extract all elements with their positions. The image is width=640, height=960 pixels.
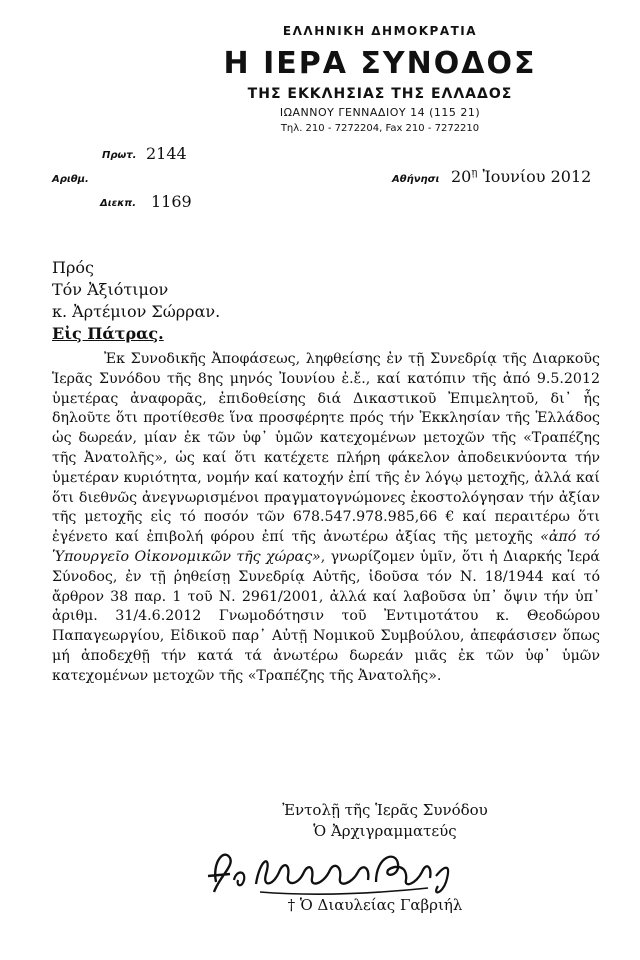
protocol-label: Πρωτ. (102, 150, 137, 161)
body-part-1: Ἐκ Συνοδικῆς Ἀποφάσεως, ληφθείσης ἐν τῇ Συνεδρίᾳ τῆς Διαρκοῦς Ἱερᾶς Συνόδου τῆς 8ης μηνός Ἰουνίου ἐ.ἔ., καί κατόπιν τῆς ἀπό 9.5.2012 ὑμετέρας ἀναφορᾶς, ἐπιδοθείσης διά Δικαστικοῦ Ἐπιμελητοῦ, δι᾽ ἧς δηλοῦτε ὅτι προτίθεσθε ἵνα προσφέρητε πρός τήν Ἐκκλησίαν τῆς Ἑλλάδος ὡς δωρεάν, μίαν ἐκ τῶν ὑφ᾽ ὑμῶν κατεχομένων μετοχῶν τῆς «Τραπέζης τῆς Ἀνατολῆς», ὡς καί ὅτι κατέχετε πλήρη φάκελον ἀποδεικνύοντα τήν ὑμετέραν κυριότητα, νομήν καί κατοχήν ἐπί τῆς ἐν λόγῳ μετοχῆς, ἀλλά καί ὅτι διεθνῶς ἀνεγνωρισμένοι πραγματογνώμονες ἐκοστολόγησαν τήν ἀξίαν τῆς μετοχῆς εἰς τό ποσόν τῶν 678.547.978.985,66 € καί περαιτέρω ὅτι ἐγένετο καί ἐπιβολή φόρου ἐπί τῆς ἀνωτέρω ἀξίας τῆς μετοχῆς (52, 351, 600, 546)
letter-body (52, 350, 600, 687)
body-part-2: , γνωρίζομεν ὑμῖν, ὅτι ἡ Διαρκής Ἱερά Σύνοδος, ἐν τῇ ῥηθείσῃ Συνεδρίᾳ Αὐτῆς, ἰδοῦσα τόν Ν. 18/1944 καί τό ἄρθρον 38 παρ. 1 τοῦ Ν. 2961/2001, ἀλλά καί λαβοῦσα ὑπ᾽ ὄψιν τήν ὑπ᾽ ἀριθμ. 31/4.6.2012 Γνωμοδότησιν τοῦ Ἐντιμοτάτου κ. Θεοδώρου Παπαγεωργίου, Εἰδικοῦ παρ᾽ Αὐτῇ Νομικοῦ Συμβούλου, ἀπεφάσισεν ὅπως μή ἀποδεχθῇ τήν κατά τά ἀνωτέρω δωρεάν μιᾶς ἐκ τῶν ὑφ᾽ ὑμῶν κατεχομένων μετοχῶν τῆς «Τραπέζης τῆς Ἀνατολῆς». (52, 548, 600, 684)
protocol-number: 2144 (146, 144, 187, 163)
date-day-suffix: ῃ (471, 167, 478, 179)
body-quote: «ἀπό τό Ὑπουργεῖο Οἰκονομικῶν τῆς χώρας» (52, 529, 600, 565)
recipient-to: Πρός (52, 258, 94, 277)
letterhead-address: ΙΩΑΝΝΟΥ ΓΕΝΝΑΔΙΟΥ 14 (115 21) (279, 106, 481, 119)
date-day: 20 (451, 167, 472, 186)
closing-line-1: Ἐντολῇ τῆς Ἱερᾶς Συνόδου (282, 801, 488, 819)
recipient-line1: Τόν Ἀξιότιμον (52, 280, 169, 299)
recipient-city: Εἰς Πάτρας. (52, 324, 164, 343)
letterhead-church: ΤΗΣ ΕΚΚΛΗΣΙΑΣ ΤΗΣ ΕΛΛΑΔΟΣ (247, 86, 513, 102)
diekp-label: Διεκπ. (100, 198, 137, 209)
diekp-number: 1169 (151, 192, 192, 211)
letterhead-phone: Τηλ. 210 - 7272204, Fax 210 - 7272210 (280, 123, 480, 134)
letter-date (451, 167, 591, 186)
arithm-label: Αριθμ. (52, 174, 89, 185)
recipient-line2: κ. Ἀρτέμιον Σώρραν. (52, 302, 221, 321)
date-month-year: Ἰουνίου 2012 (482, 167, 592, 186)
letterhead-title: Η ΙΕΡΑ ΣΥΝΟΔΟΣ (223, 46, 537, 81)
signer-name: † Ὁ Διαυλείας Γαβριήλ (287, 896, 463, 914)
letterhead-state: ΕΛΛΗΝΙΚΗ ΔΗΜΟΚΡΑΤΙΑ (282, 24, 478, 38)
date-label: Αθήνησι (392, 174, 440, 185)
closing-line-2: Ὁ Ἀρχιγραμματεύς (313, 822, 457, 840)
